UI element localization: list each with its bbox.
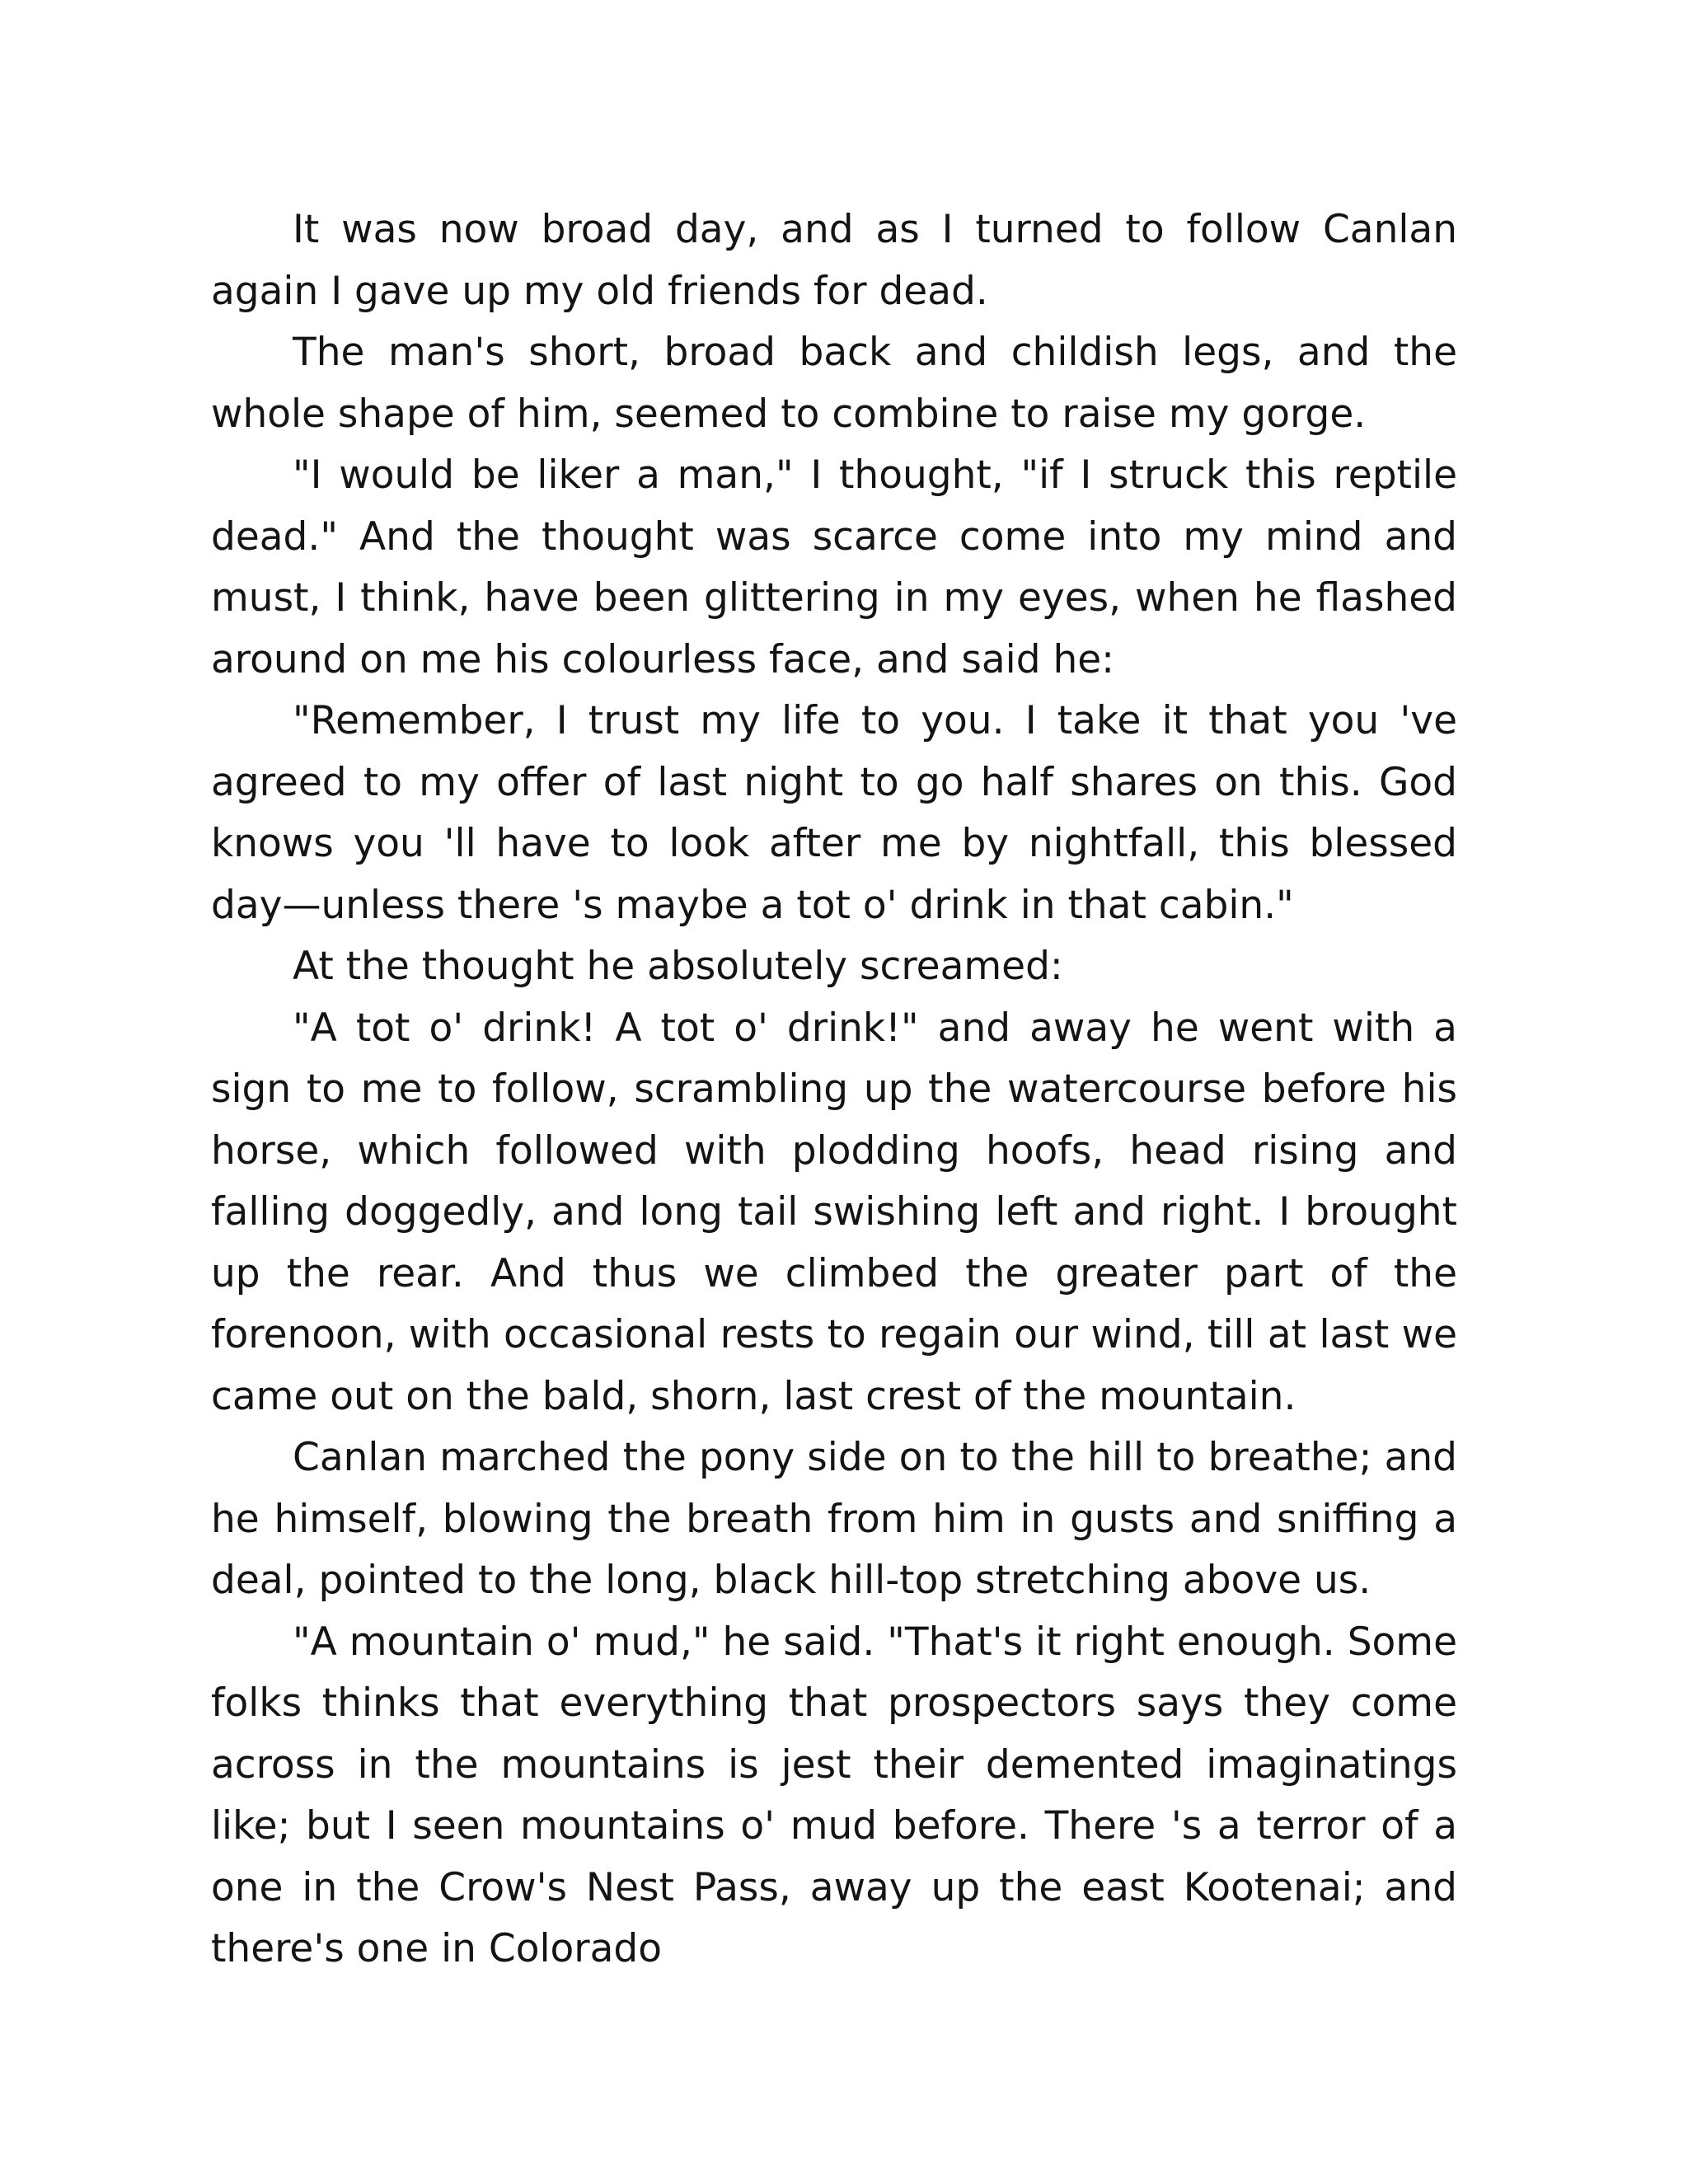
paragraph: "A mountain o' mud," he said. "That's it right enough. Some folks thinks that everything that prospectors says they come across in the mountains is jest their demented imaginatings like; but I seen mountains o' mud before. There 's a terror of a one in the Crow's Nest Pass, away up the east Kootenai; and there's one in Colorado	[211, 1619, 1457, 1971]
paragraph: At the thought he absolutely screamed:	[293, 944, 1063, 989]
paragraph: "I would be liker a man," I thought, "if I struck this reptile dead." And the thought was scarce come into my mind and must, I think, have been glittering in my eyes, when he flashed around on me his colourless face, and said he:	[211, 452, 1457, 682]
paragraph: Canlan marched the pony side on to the hill to breathe; and he himself, blowing the breath from him in gusts and sniffing a deal, pointed to the long, black hill-top stretching above us.	[211, 1435, 1457, 1603]
paragraph: "A tot o' drink! A tot o' drink!" and away he went with a sign to me to follow, scrambling up the watercourse before his horse, which followed with plodding hoofs, head rising and falling doggedly, and long tail swishing left and right. I brought up the rear. And thus we climbed the greater part of the forenoon, with occasional rests to regain our wind, till at last we came out on the bald, shorn, last crest of the mountain.	[211, 1005, 1457, 1419]
paragraph: "Remember, I trust my life to you. I take it that you 've agreed to my offer of last night to go half shares on this. God knows you 'll have to look after me by nightfall, this blessed day—unless there 's maybe a tot o' drink in that cabin."	[211, 698, 1457, 928]
paragraph: The man's short, broad back and childish legs, and the whole shape of him, seemed to combine to raise my gorge.	[211, 330, 1457, 437]
book-page	[211, 199, 1457, 1980]
paragraph: It was now broad day, and as I turned to follow Canlan again I gave up my old friends for dead.	[211, 207, 1457, 314]
